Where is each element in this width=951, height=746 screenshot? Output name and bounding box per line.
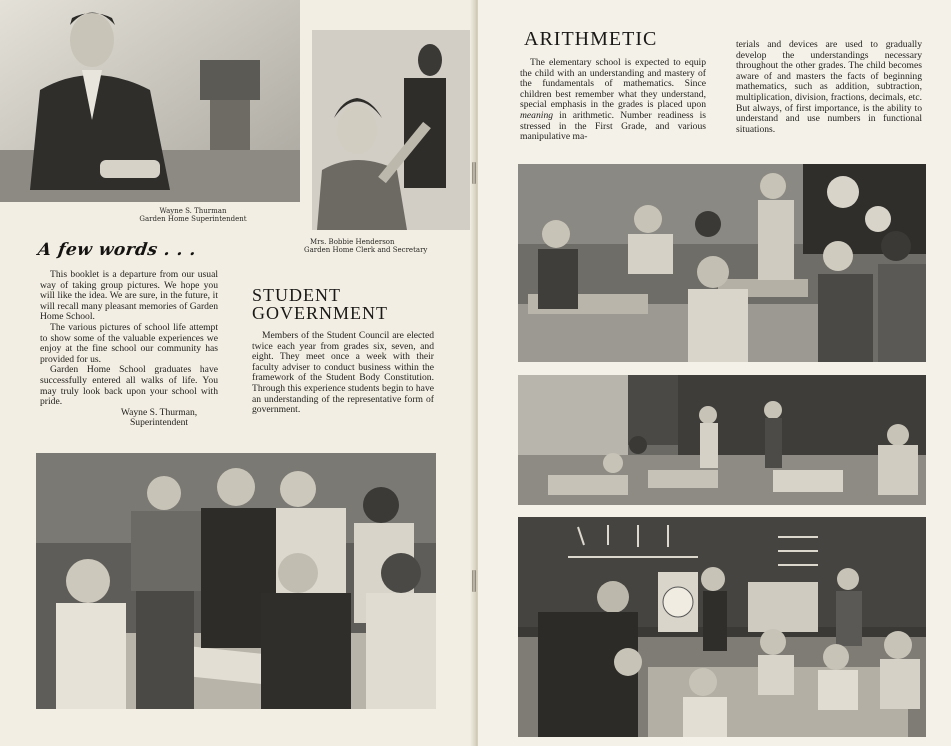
intro-paragraph-1: This booklet is a departure from our usual way of taking group pictures. We hope you will like the idea. We are sure, in the future, it will recall many pleasant memories of Garden Home School. [40,269,218,323]
arithmetic-text-before: The elementary school is expected to equip the child with an understanding and mastery of the fundamentals of mathematics. Since children best remember what they understand, special emphasis in the grades is placed upon [520,57,706,111]
intro-heading: A few words . . . [36,240,198,260]
student-government-paragraph: Members of the Student Council are elected twice each year from grades six, seven, and eight. They meet once a week with their faculty adviser to conduct business within the framework of the Student Body Constitution. Through this experience students begin to have an understanding of the representative form of government. [252,330,434,416]
superintendent-name: Wayne S. Thurman [159,207,227,215]
arithmetic-emphasis: meaning [520,109,554,121]
signature-title: Superintendent [129,417,189,429]
intro-paragraph-2: The various pictures of school life attempt to show some of the valuable experiences we enjoy at the fine school our community has provided for us. [40,321,218,365]
superintendent-title: Garden Home Superintendent [139,215,247,223]
student-government-title-line-2: GOVERNMENT [252,303,388,323]
student-council-photo [36,453,436,709]
arithmetic-paragraph-1 [520,58,706,143]
secretary-title: Garden Home Clerk and Secretary [304,246,428,254]
arithmetic-chalkboard-photo [518,517,926,737]
student-government-text [252,331,434,416]
right-page [478,0,951,746]
arithmetic-classroom-photo-1 [518,164,926,362]
arithmetic-column-1 [520,58,706,143]
arithmetic-title: ARITHMETIC [524,28,658,50]
arithmetic-paragraph-2: terials and devices are used to gradually develop the understandings necessary throughout the other grades. The child becomes aware of and masters the facts of beginning mathematics, such as addition, subtraction, multiplication, division, fractions, decimals, etc. But always, of first importance, is the ability to understand and use numbers in functional situations. [736,39,922,135]
arithmetic-classroom-photo-2 [518,375,926,505]
arithmetic-column-2 [736,40,922,135]
intro-paragraph-3: Garden Home School graduates have successfully entered all walks of life. You may truly look back upon your school with pride. [40,364,218,408]
secretary-photo [312,30,470,230]
secretary-caption [304,238,454,254]
superintendent-caption [118,207,268,223]
staple-bottom [472,570,476,592]
secretary-name: Mrs. Bobbie Henderson [310,238,395,246]
left-page [0,0,474,746]
arithmetic-text-after: in arithmetic. Number readiness is stressed in the First Grade, and various manipulative ma- [520,109,706,143]
signature-name: Wayne S. Thurman, [120,406,198,418]
intro-text [40,270,218,429]
staple-top [472,162,476,184]
student-government-title [252,286,388,322]
student-government-title-line-1: STUDENT [252,285,341,305]
superintendent-photo [0,0,300,202]
